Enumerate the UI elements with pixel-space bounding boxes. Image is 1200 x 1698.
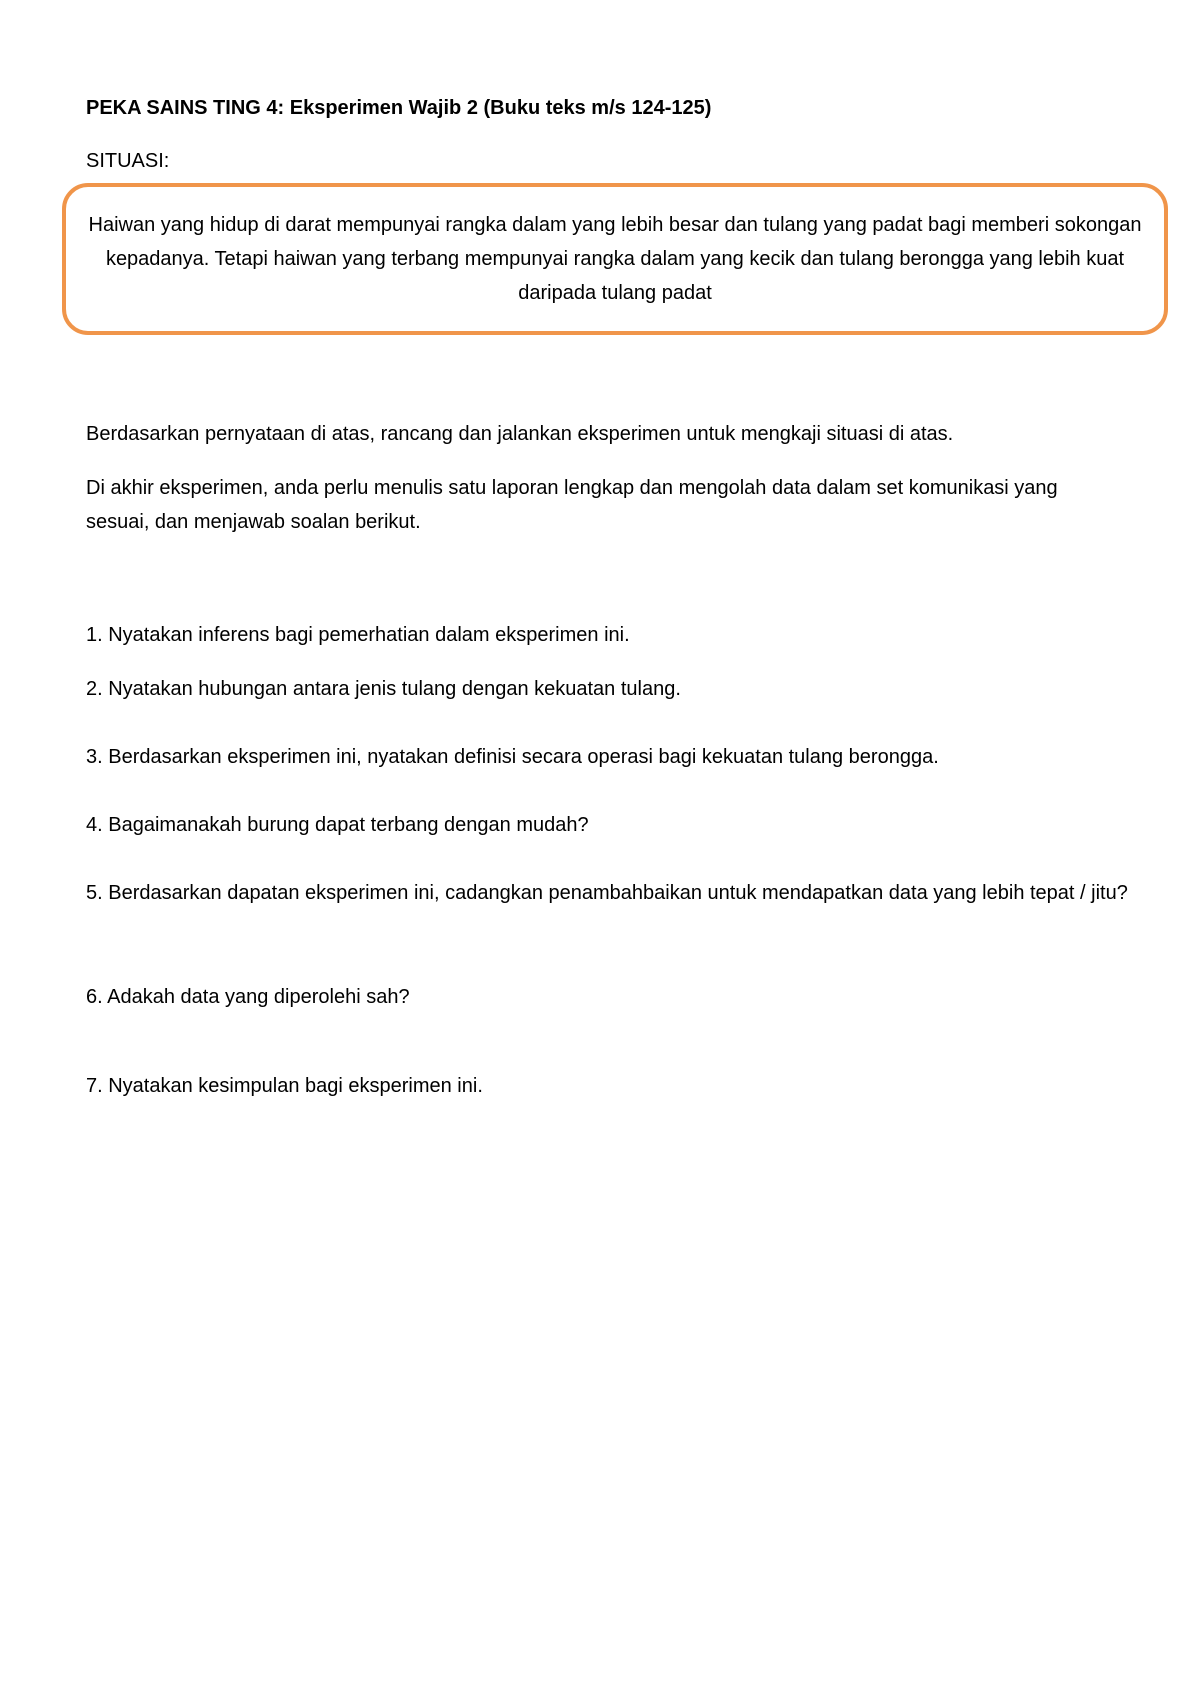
question-3: 3. Berdasarkan eksperimen ini, nyatakan definisi secara operasi bagi kekuatan tulang berongga. — [86, 746, 939, 768]
instruction-paragraph-1: Berdasarkan pernyataan di atas, rancang dan jalankan eksperimen untuk mengkaji situasi di atas. — [86, 423, 954, 445]
situation-text: Haiwan yang hidup di darat mempunyai rangka dalam yang lebih besar dan tulang yang padat bagi memberi sokongan kepadanya. Tetapi haiwan yang terbang mempunyai rangka dalam yang kecik dan tulang berongga yang lebih kuat daripada tulang padat — [88, 214, 1142, 304]
situation-label: SITUASI: — [86, 150, 170, 172]
question-7: 7. Nyatakan kesimpulan bagi eksperimen ini. — [86, 1075, 483, 1097]
instruction-paragraph-2: Di akhir eksperimen, anda perlu menulis satu laporan lengkap dan mengolah data dalam set komunikasi yang sesuai, dan menjawab soalan berikut. — [86, 477, 1058, 533]
question-4: 4. Bagaimanakah burung dapat terbang dengan mudah? — [86, 814, 589, 836]
question-2: 2. Nyatakan hubungan antara jenis tulang dengan kekuatan tulang. — [86, 678, 681, 700]
question-6: 6. Adakah data yang diperolehi sah? — [86, 986, 410, 1008]
question-5: 5. Berdasarkan dapatan eksperimen ini, cadangkan penambahbaikan untuk mendapatkan data yang lebih tepat / jitu? — [86, 882, 1128, 904]
situation-box — [62, 183, 1168, 335]
question-1: 1. Nyatakan inferens bagi pemerhatian dalam eksperimen ini. — [86, 624, 630, 646]
page-title: PEKA SAINS TING 4: Eksperimen Wajib 2 (Buku teks m/s 124-125) — [86, 97, 712, 119]
